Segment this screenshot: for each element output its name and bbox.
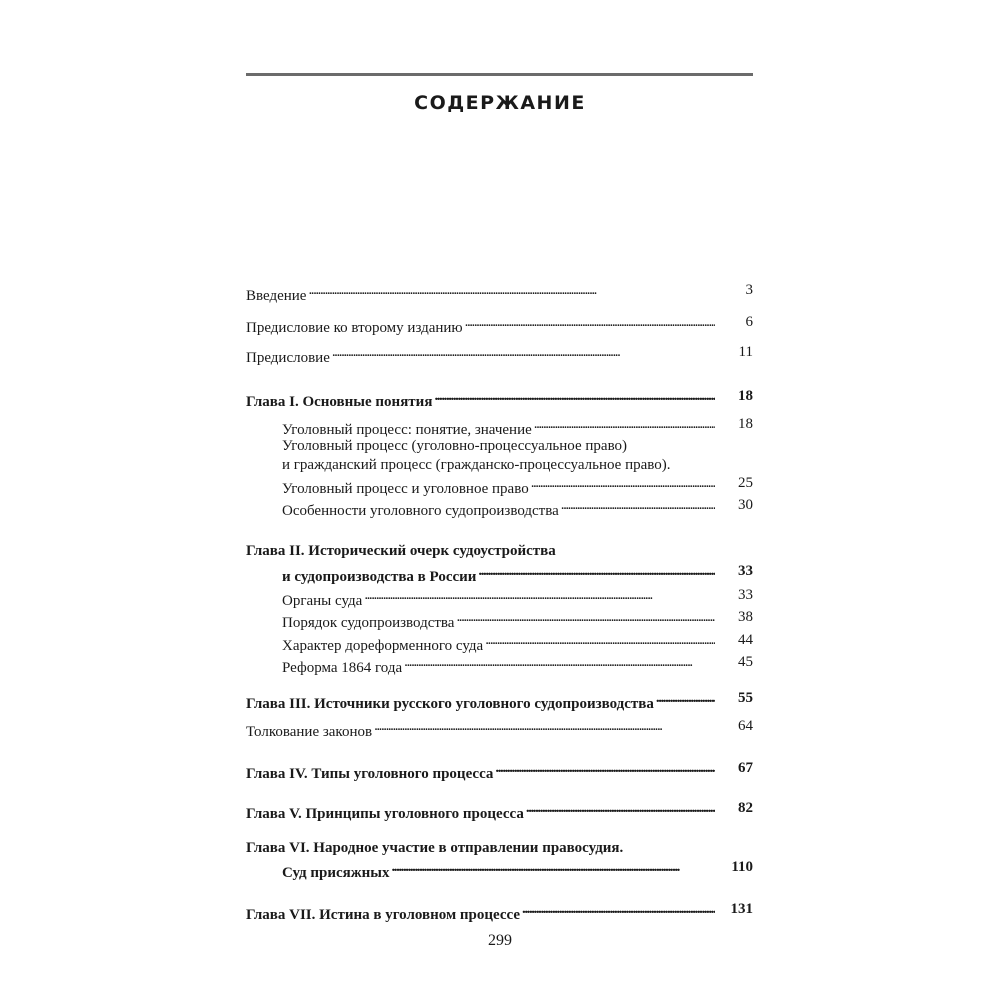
dot-leader <box>529 473 715 493</box>
dot-leader <box>524 798 715 818</box>
toc-section-1-1[interactable] <box>282 414 753 438</box>
dot-leader <box>432 386 715 406</box>
page-title: СОДЕРЖАНИЕ <box>414 92 586 114</box>
dot-leader <box>306 280 715 300</box>
toc-section-2-3[interactable] <box>282 630 753 654</box>
dot-leader <box>372 716 715 736</box>
toc-chapter-2-line1[interactable]: Глава II. Исторический очерк судоустройства <box>246 543 556 559</box>
toc-chapter-7[interactable] <box>246 899 753 923</box>
toc-entry-page: 131 <box>730 901 753 917</box>
toc-entry-page: 3 <box>745 282 753 298</box>
dot-leader <box>476 561 715 581</box>
toc-entry-label: Предисловие <box>246 350 330 366</box>
toc-entry-page: 30 <box>738 497 753 513</box>
toc-chapter-6[interactable] <box>282 857 753 881</box>
toc-section-2-1[interactable] <box>282 585 753 609</box>
table-of-contents <box>246 0 753 1000</box>
toc-entry-label: Уголовный процесс и уголовное право <box>282 481 529 497</box>
dot-leader <box>362 585 715 605</box>
toc-entry-page: 67 <box>738 760 753 776</box>
dot-leader <box>493 758 715 778</box>
toc-entry-label: и судопроизводства в России <box>282 569 477 585</box>
toc-chapter-1[interactable] <box>246 386 753 410</box>
toc-entry-label: Толкование законов <box>246 724 373 740</box>
toc-entry-intro[interactable] <box>246 280 753 304</box>
toc-entry-page: 64 <box>738 718 753 734</box>
toc-entry-page: 55 <box>738 690 753 706</box>
dot-leader <box>559 495 715 515</box>
toc-entry-label: Суд присяжных <box>282 865 390 881</box>
dot-leader <box>330 342 715 362</box>
toc-section-1-3[interactable] <box>282 495 753 519</box>
toc-entry-preface[interactable] <box>246 342 753 366</box>
dot-leader <box>483 630 715 650</box>
toc-entry-page: 110 <box>731 859 753 875</box>
toc-entry-page: 44 <box>738 632 753 648</box>
toc-entry-label: Введение <box>246 288 307 304</box>
toc-entry-preface-second-edition[interactable] <box>246 312 753 336</box>
toc-entry-page: 18 <box>738 388 753 404</box>
toc-entry-label: Глава I. Основные понятия <box>246 394 433 410</box>
toc-chapter-3[interactable] <box>246 688 753 712</box>
toc-entry-interpretation[interactable] <box>246 716 753 740</box>
toc-section-1-2-line2[interactable]: и гражданский процесс (гражданско-процессуальное право). <box>282 457 671 473</box>
toc-entry-page: 82 <box>738 800 753 816</box>
toc-entry-label: Глава VII. Истина в уголовном процессе <box>246 907 521 923</box>
toc-entry-page: 25 <box>738 475 753 491</box>
dot-leader <box>532 414 715 434</box>
toc-section-2-4[interactable] <box>282 652 753 676</box>
toc-section-1-2-line1[interactable]: Уголовный процесс (уголовно-процессуальное право) <box>282 438 628 454</box>
toc-entry-label: Уголовный процесс: понятие, значение <box>282 422 532 438</box>
toc-entry-page: 38 <box>738 609 753 625</box>
toc-entry-label: Характер дореформенного суда <box>282 638 484 654</box>
toc-entry-label: Порядок судопроизводства <box>282 615 455 631</box>
toc-chapter-5[interactable] <box>246 798 753 822</box>
toc-entry-label: Глава V. Принципы уголовного процесса <box>246 806 524 822</box>
dot-leader <box>454 607 715 627</box>
toc-entry-page: 11 <box>738 344 753 360</box>
toc-entry-label: Органы суда <box>282 593 363 609</box>
dot-leader <box>463 312 715 332</box>
dot-leader <box>520 899 715 919</box>
dot-leader <box>402 652 715 672</box>
toc-entry-page: 18 <box>738 416 753 432</box>
toc-entry-page: 45 <box>738 654 753 670</box>
toc-entry-label: Глава IV. Типы уголовного процесса <box>246 766 494 782</box>
dot-leader <box>389 857 715 877</box>
toc-entry-label: Особенности уголовного судопроизводства <box>282 503 559 519</box>
toc-entry-page: 33 <box>738 563 753 579</box>
toc-entry-page: 6 <box>745 314 753 330</box>
toc-entry-label: Предисловие ко второму изданию <box>246 320 463 336</box>
page-number: 299 <box>488 932 512 949</box>
toc-entry-label: Реформа 1864 года <box>282 660 403 676</box>
toc-chapter-4[interactable] <box>246 758 753 782</box>
toc-section-1-2[interactable] <box>282 473 753 497</box>
dot-leader <box>654 688 715 708</box>
toc-chapter-6-line1[interactable]: Глава VI. Народное участие в отправлении правосудия. <box>246 840 624 856</box>
toc-entry-page: 33 <box>738 587 753 603</box>
toc-entry-label: Глава III. Источники русского уголовного судопроизводства <box>246 696 654 712</box>
toc-chapter-2[interactable] <box>282 561 753 585</box>
toc-section-2-2[interactable] <box>282 607 753 631</box>
